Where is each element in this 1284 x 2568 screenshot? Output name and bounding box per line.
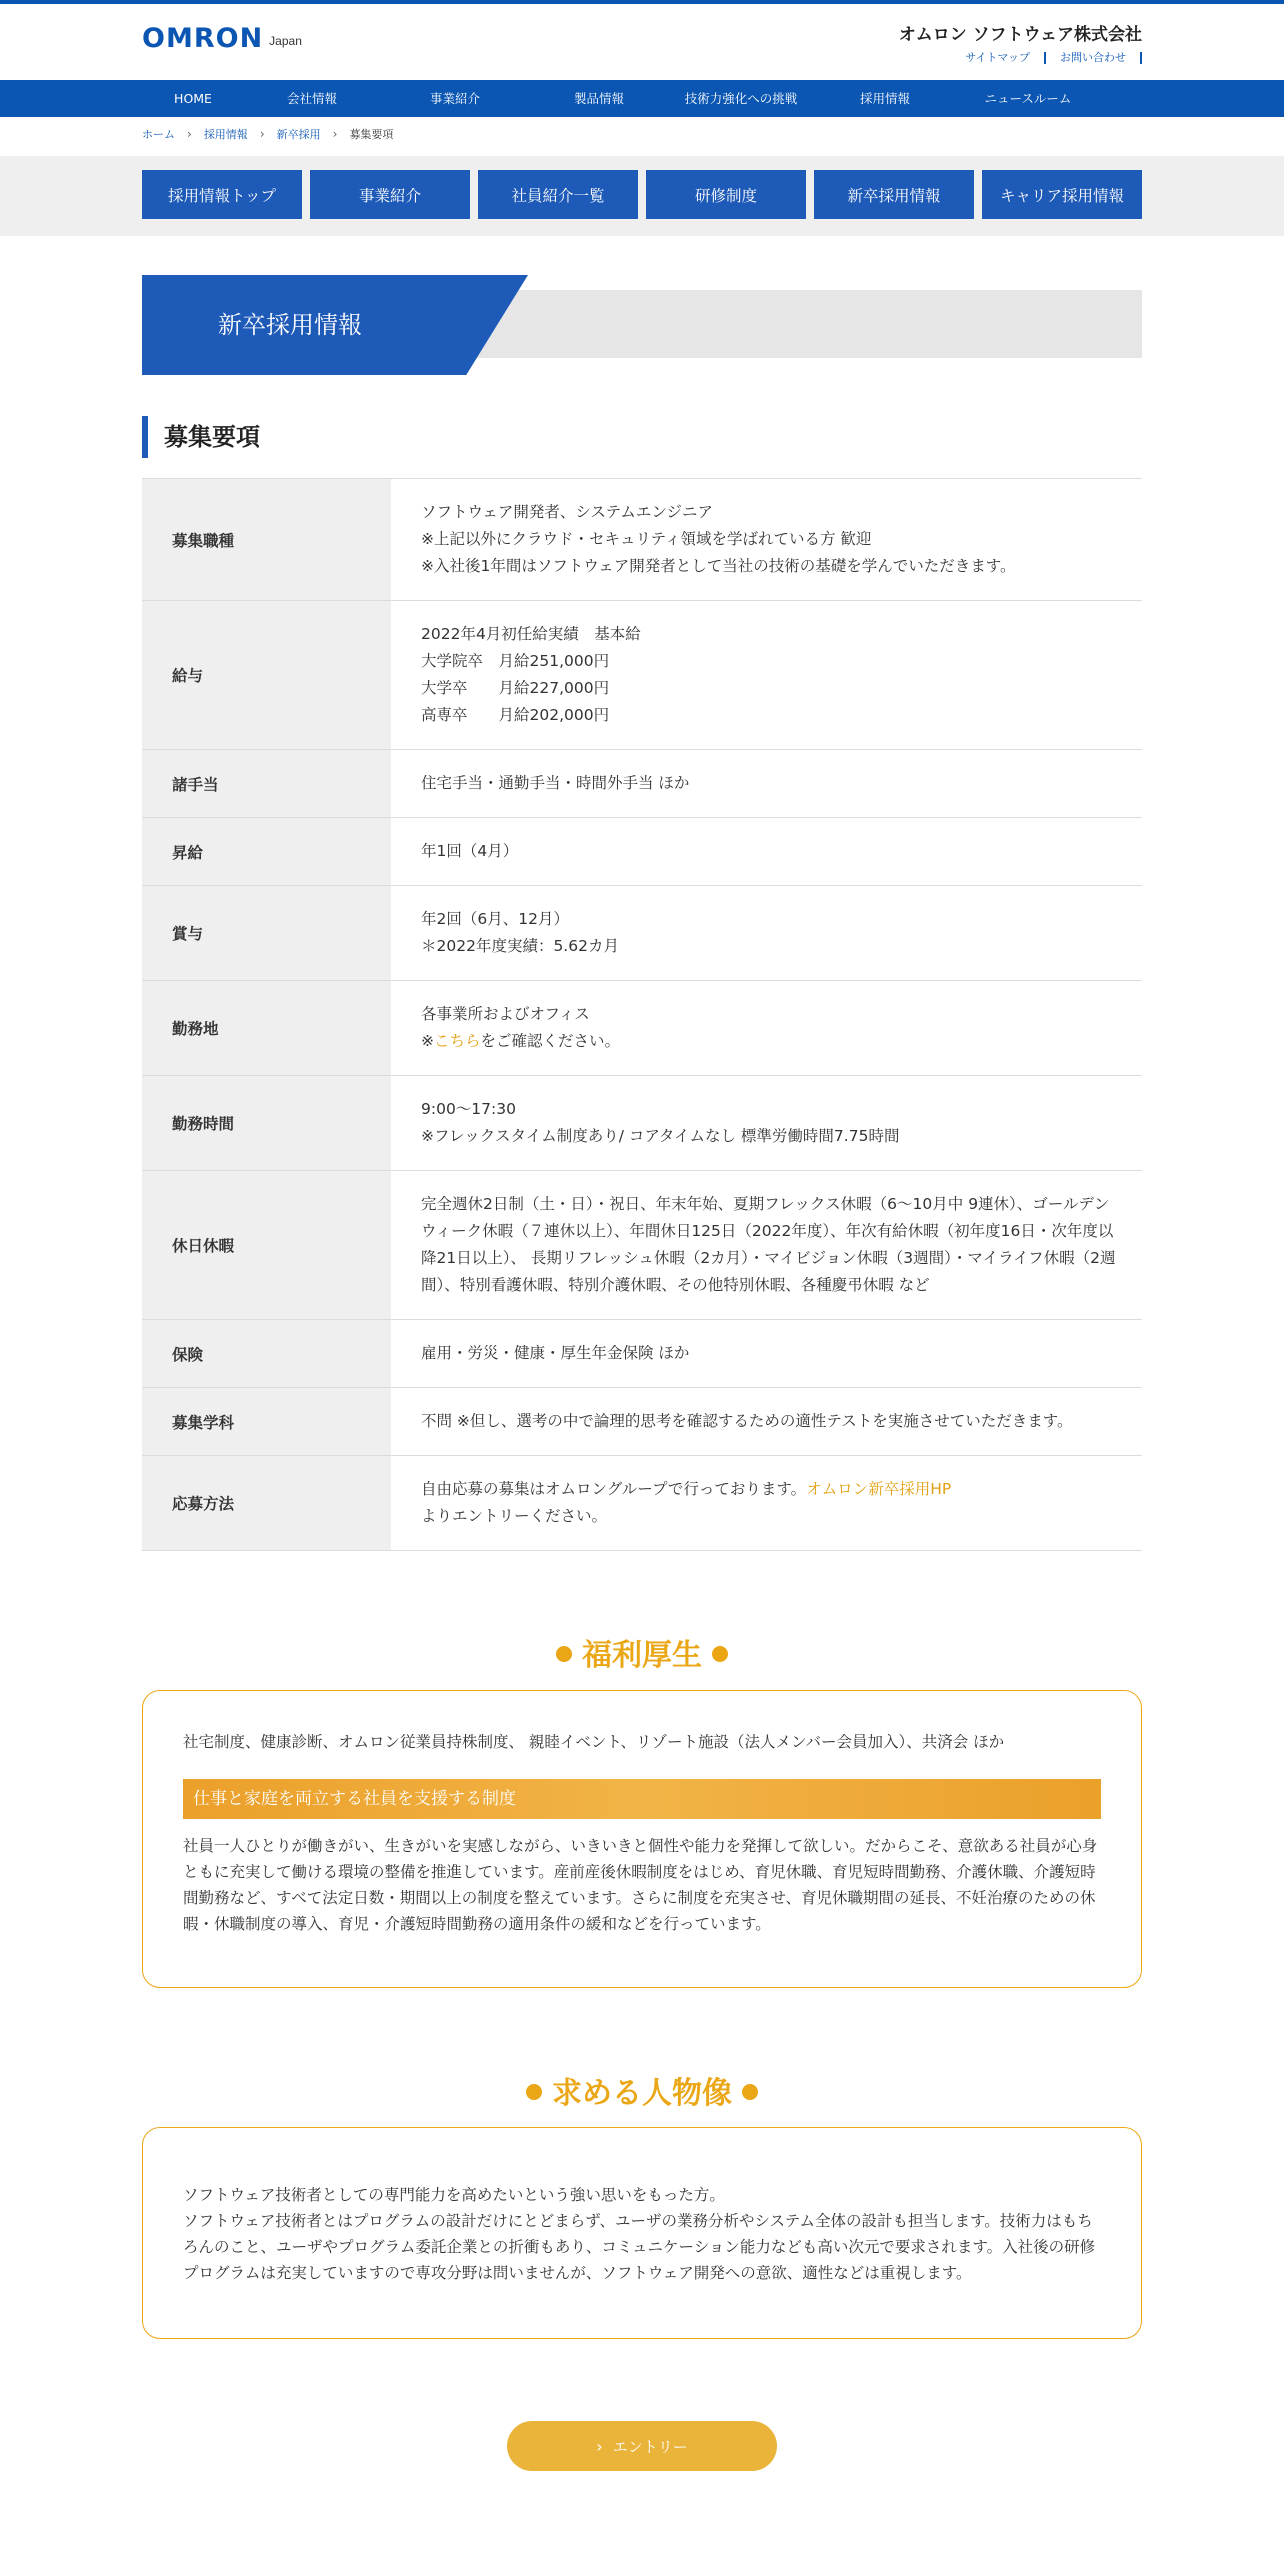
chevron-right-icon: ›: [259, 127, 265, 141]
row-value: [391, 479, 1142, 601]
value-line: ソフトウェア開発者、システムエンジニア: [421, 503, 713, 521]
persona-line1: ソフトウェア技術者としての専門能力を高めたいという強い思いをもった方。: [183, 2186, 725, 2204]
value-line: 2022年4月初任給実績 基本給: [421, 625, 641, 643]
value-line: 9:00～17:30: [421, 1100, 516, 1118]
section-title: 募集要項: [142, 416, 260, 458]
persona-box: [142, 2127, 1142, 2339]
table-row: [142, 1320, 1142, 1388]
value-line: 年1回（4月）: [421, 842, 519, 860]
row-value: [391, 818, 1142, 886]
welfare-box: [142, 1690, 1142, 1988]
company-name: オムロン ソフトウェア株式会社: [898, 25, 1142, 45]
note-text: をご確認ください。: [480, 1032, 621, 1050]
value-line: [421, 1476, 1122, 1503]
value-line: 不問 ※但し、選考の中で論理的思考を確認するための適性テストを実施させていただきます。: [421, 1412, 1073, 1430]
value-line: 雇用・労災・健康・厚生年金保険 ほか: [421, 1344, 690, 1362]
row-value: [391, 1076, 1142, 1171]
logo-region: Japan: [269, 34, 302, 48]
requirements-table: [142, 478, 1142, 1551]
gnav-company[interactable]: 会社情報: [286, 91, 338, 106]
entry-button[interactable]: [507, 2421, 777, 2471]
welfare-body: 社員一人ひとりが働きがい、生きがいを実感しながら、いきいきと個性や能力を発揮して欲しい。だからこそ、意欲ある社員が心身ともに充実して働ける環境の整備を推進しています。産前産後休暇制度をはじめ、育児休職、育児短時間勤務、介護休職、介護短時間勤務など、すべて法定日数・期間以上の制度を整えています。さらに制度を充実させ、育児休職期間の延長、不妊治療のための休暇・休職制度の導入、育児・介護短時間勤務の適用条件の緩和などを行っています。: [183, 1837, 1098, 1933]
row-label: 勤務地: [142, 981, 391, 1076]
breadcrumb-home[interactable]: ホーム: [142, 128, 175, 141]
table-row: [142, 750, 1142, 818]
subnav-career[interactable]: キャリア採用情報: [982, 170, 1142, 219]
newgrad-hp-link[interactable]: オムロン新卒採用HP: [806, 1480, 952, 1498]
omron-logo[interactable]: [142, 24, 302, 54]
bullet-dot-icon: [742, 2084, 758, 2100]
bullet-dot-icon: [556, 1646, 572, 1662]
recruit-subnav: [142, 170, 1142, 219]
welfare-intro: 社宅制度、健康診断、オムロン従業員持株制度、 親睦イベント、リゾート施設（法人メンバー会員加入）、共済会 ほか: [183, 1733, 1005, 1751]
table-row: [142, 981, 1142, 1076]
value-line: [421, 1028, 1122, 1055]
table-row: [142, 601, 1142, 750]
row-value: [391, 1456, 1142, 1551]
breadcrumb: [142, 126, 393, 142]
contact-link[interactable]: お問い合わせ: [1046, 52, 1142, 64]
logo-wordmark: OMRON: [142, 23, 264, 54]
table-row: [142, 1076, 1142, 1171]
subnav-employees[interactable]: 社員紹介一覧: [478, 170, 638, 219]
row-value: [391, 981, 1142, 1076]
row-value: [391, 1388, 1142, 1456]
table-row: [142, 818, 1142, 886]
subnav-training[interactable]: 研修制度: [646, 170, 806, 219]
table-row: [142, 1388, 1142, 1456]
row-value: [391, 1320, 1142, 1388]
value-line: ＊2022年度実績：5.62カ月: [421, 937, 619, 955]
gnav-recruit[interactable]: 採用情報: [859, 91, 911, 106]
table-row: [142, 886, 1142, 981]
sitemap-link[interactable]: サイトマップ: [965, 52, 1046, 64]
chevron-right-icon: ›: [332, 127, 338, 141]
value-line: 年2回（6月、12月）: [421, 910, 569, 928]
subnav-business[interactable]: 事業紹介: [310, 170, 470, 219]
row-label: 諸手当: [142, 750, 391, 818]
global-nav: [0, 80, 1284, 117]
table-row: [142, 1456, 1142, 1551]
row-value: [391, 601, 1142, 750]
value-line: 住宅手当・通勤手当・時間外手当 ほか: [421, 774, 690, 792]
row-label: 休日休暇: [142, 1171, 391, 1320]
note-mark: ※: [421, 1032, 434, 1050]
welfare-heading: [0, 1630, 1284, 1674]
chevron-right-icon: ›: [596, 2436, 603, 2456]
value-line: よりエントリーください。: [421, 1507, 608, 1525]
row-label: 募集学科: [142, 1388, 391, 1456]
gnav-business[interactable]: 事業紹介: [429, 91, 481, 106]
entry-button-label: エントリー: [612, 2437, 688, 2456]
subnav-recruit-top[interactable]: 採用情報トップ: [142, 170, 302, 219]
site-header: [0, 4, 1284, 80]
apply-text: 自由応募の募集はオムロングループで行っております。: [421, 1480, 807, 1498]
breadcrumb-recruit[interactable]: 採用情報: [203, 128, 248, 141]
persona-title: 求める人物像: [552, 2076, 732, 2111]
breadcrumb-current: 募集要項: [349, 128, 394, 141]
row-label: 募集職種: [142, 479, 391, 601]
row-value: 完全週休2日制（土・日）・祝日、年末年始、夏期フレックス休暇（6～10月中 9連休）、ゴールデンウィーク休暇（７連休以上）、年間休日125日（2022年度）、年次有給休暇（初年度16日・次年度以降21日以上）、 長期リフレッシュ休暇（2カ月）・マイビジョン休暇（3週間）・マイライフ休暇（2週間）、特別看護休暇、特別介護休暇、その他特別休暇、各種慶弔休暇 など: [391, 1171, 1142, 1320]
value-line: 各事業所およびオフィス: [421, 1005, 590, 1023]
value-line: ※入社後1年間はソフトウェア開発者として当社の技術の基礎を学んでいただきます。: [421, 557, 1016, 575]
row-label: 勤務時間: [142, 1076, 391, 1171]
bullet-dot-icon: [712, 1646, 728, 1662]
value-line: 大学卒 月給227,000円: [421, 679, 610, 697]
utility-links: [965, 52, 1142, 64]
row-value: [391, 750, 1142, 818]
page-title: 新卒採用情報: [218, 311, 362, 339]
welfare-title: 福利厚生: [582, 1638, 702, 1673]
gnav-newsroom[interactable]: ニュースルーム: [984, 91, 1072, 106]
persona-heading: [0, 2068, 1284, 2112]
bullet-dot-icon: [526, 2084, 542, 2100]
page-header: [142, 275, 1142, 375]
persona-body: ソフトウェア技術者とはプログラムの設計だけにとどまらず、ユーザの業務分析やシステム全体の設計も担当します。技術力はもちろんのこと、ユーザやプログラム委託企業との折衝もあり、コミュニケーション能力なども高い次元で要求されます。入社後の研修プログラムは充実していますので専攻分野は問いませんが、ソフトウェア開発への意欲、適性などは重視します。: [183, 2212, 1096, 2282]
gnav-products[interactable]: 製品情報: [573, 91, 625, 106]
gnav-home[interactable]: HOME: [174, 91, 212, 106]
row-label: 昇給: [142, 818, 391, 886]
value-line: ※フレックスタイム制度あり/ コアタイムなし 標準労働時間7.75時間: [421, 1127, 900, 1145]
table-row: [142, 479, 1142, 601]
row-value: [391, 886, 1142, 981]
subnav-newgrad[interactable]: 新卒採用情報: [814, 170, 974, 219]
gnav-technology[interactable]: 技術力強化への挑戦: [684, 91, 798, 106]
table-row: [142, 1171, 1142, 1320]
row-label: 給与: [142, 601, 391, 750]
value-line: 高専卒 月給202,000円: [421, 706, 610, 724]
row-label: 応募方法: [142, 1456, 391, 1551]
row-label: 保険: [142, 1320, 391, 1388]
row-label: 賞与: [142, 886, 391, 981]
welfare-band: 仕事と家庭を両立する社員を支援する制度: [183, 1779, 1101, 1819]
value-line: 大学院卒 月給251,000円: [421, 652, 610, 670]
chevron-right-icon: ›: [187, 127, 192, 141]
value-line: ※上記以外にクラウド・セキュリティ領域を学ばれている方 歓迎: [421, 530, 872, 548]
breadcrumb-newgrad[interactable]: 新卒採用: [276, 128, 321, 141]
location-link[interactable]: こちら: [434, 1032, 481, 1050]
